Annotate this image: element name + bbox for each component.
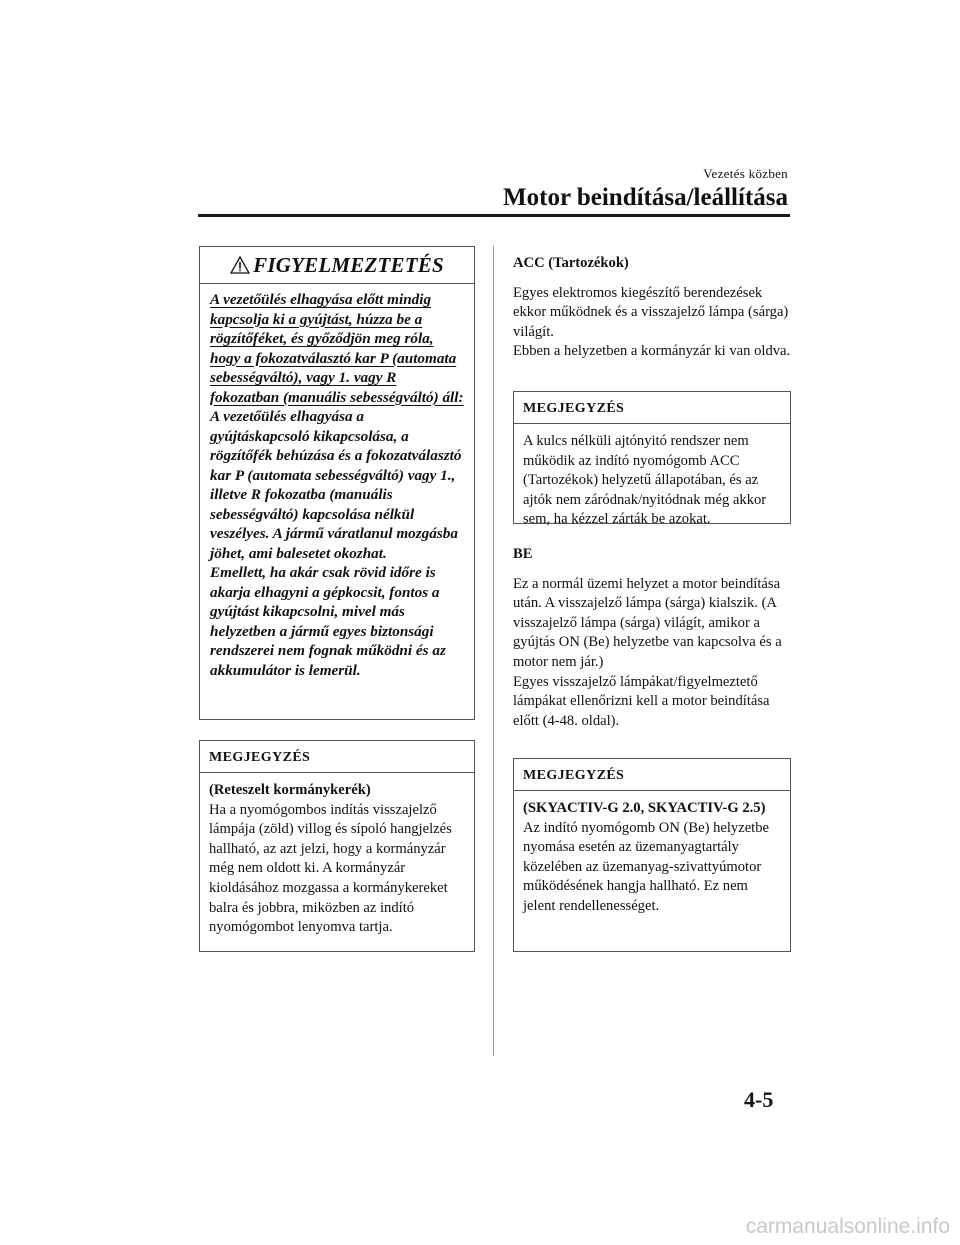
note-header: MEGJEGYZÉS bbox=[200, 741, 474, 773]
be-text-2: Egyes visszajelző lámpákat/figyelmeztető lámpákat ellenőrizni kell a motor beindítása előtt (4-48. oldal). bbox=[513, 673, 770, 729]
acc-section bbox=[513, 254, 793, 362]
column-divider bbox=[493, 246, 494, 1056]
page-title: Motor beindítása/leállítása bbox=[503, 184, 788, 211]
note-subtitle: (SKYACTIV-G 2.0, SKYACTIV-G 2.5) bbox=[523, 800, 766, 816]
warning-box bbox=[199, 246, 475, 720]
warning-header bbox=[200, 247, 474, 284]
header-rule bbox=[198, 214, 790, 217]
note-header: MEGJEGYZÉS bbox=[514, 759, 790, 791]
be-heading: BE bbox=[513, 546, 533, 562]
acc-heading: ACC (Tartozékok) bbox=[513, 255, 629, 271]
warning-triangle-icon bbox=[230, 256, 250, 274]
note-header: MEGJEGYZÉS bbox=[514, 392, 790, 424]
note-body bbox=[514, 424, 790, 530]
warning-underlined-text: A vezetőülés elhagyása előtt mindig kapcsolja ki a gyújtást, húzza be a rögzítőféket, és győződjön meg róla, hogy a fokozatválasztó kar P (automata sebességváltó), vagy 1. vagy R fokozatban (manuális sebességváltó) áll: bbox=[210, 291, 464, 406]
note-box-steering-lock bbox=[199, 740, 475, 952]
page-number: 4-5 bbox=[744, 1087, 774, 1112]
note-text: A kulcs nélküli ajtónyitó rendszer nem működik az indító nyomógomb ACC (Tartozékok) helyzetű állapotában, és az ajtók nem záródnak/nyitódnak még akkor sem, ha kézzel zárták be azokat. bbox=[523, 433, 767, 528]
warning-paragraph-1: A vezetőülés elhagyása a gyújtáskapcsoló kikapcsolása, a rögzítőfék behúzása és a fokozatválasztó kar P (automata sebességváltó) vagy 1., illetve R fokozatba (manuális sebességváltó) kapcsolása nélkül veszélyes. A jármű váratlanul mozgásba jöhet, ami balesetet okozhat. bbox=[210, 408, 462, 562]
warning-paragraph-2: Emellett, ha akár csak rövid időre is akarja elhagyni a gépkocsit, fontos a gyújtást kikapcsolni, mivel más helyzetben a jármű egyes biztonsági rendszerei nem fognak működni és az akkumulátor is lemerül. bbox=[210, 564, 446, 679]
note-body bbox=[200, 773, 474, 938]
acc-text-2: Ebben a helyzetben a kormányzár ki van oldva. bbox=[513, 343, 791, 360]
running-header-section: Vezetés közben bbox=[703, 166, 788, 181]
be-text-1: Ez a normál üzemi helyzet a motor beindítása után. A visszajelző lámpa (sárga) kialszik. (A visszajelző lámpa (sárga) világít, amikor a gyújtás ON (Be) helyzetbe van kapcsolva és a motor nem jár.) bbox=[513, 575, 782, 670]
watermark: carmanualsonline.info bbox=[745, 1215, 950, 1238]
note-text: Ha a nyomógombos indítás visszajelző lámpája (zöld) villog és sípoló hangjelzés hallható, az azt jelzi, hogy a kormányzár még nem oldott ki. A kormányzár kioldásához mozgassa a kormánykereket balra és jobbra, miközben az indító nyomógombot lenyomva tartja. bbox=[209, 801, 452, 936]
note-box-keyless bbox=[513, 391, 791, 528]
warning-title: FIGYELMEZTETÉS bbox=[253, 252, 444, 277]
be-section bbox=[513, 545, 793, 731]
note-box-fuel-pump bbox=[513, 758, 791, 952]
acc-text-1: Egyes elektromos kiegészítő berendezések ekkor működnek és a visszajelző lámpa (sárga) világít. bbox=[513, 284, 789, 340]
note-text: Az indító nyomógomb ON (Be) helyzetbe nyomása esetén az üzemanyagtartály közelében az üzemanyag-szivattyúmotor működésének hangja hallható. Ez nem jelent rendellenességet. bbox=[523, 819, 770, 914]
note-body bbox=[514, 791, 790, 917]
note-subtitle: (Reteszelt kormánykerék) bbox=[209, 782, 371, 798]
warning-body bbox=[200, 284, 474, 680]
